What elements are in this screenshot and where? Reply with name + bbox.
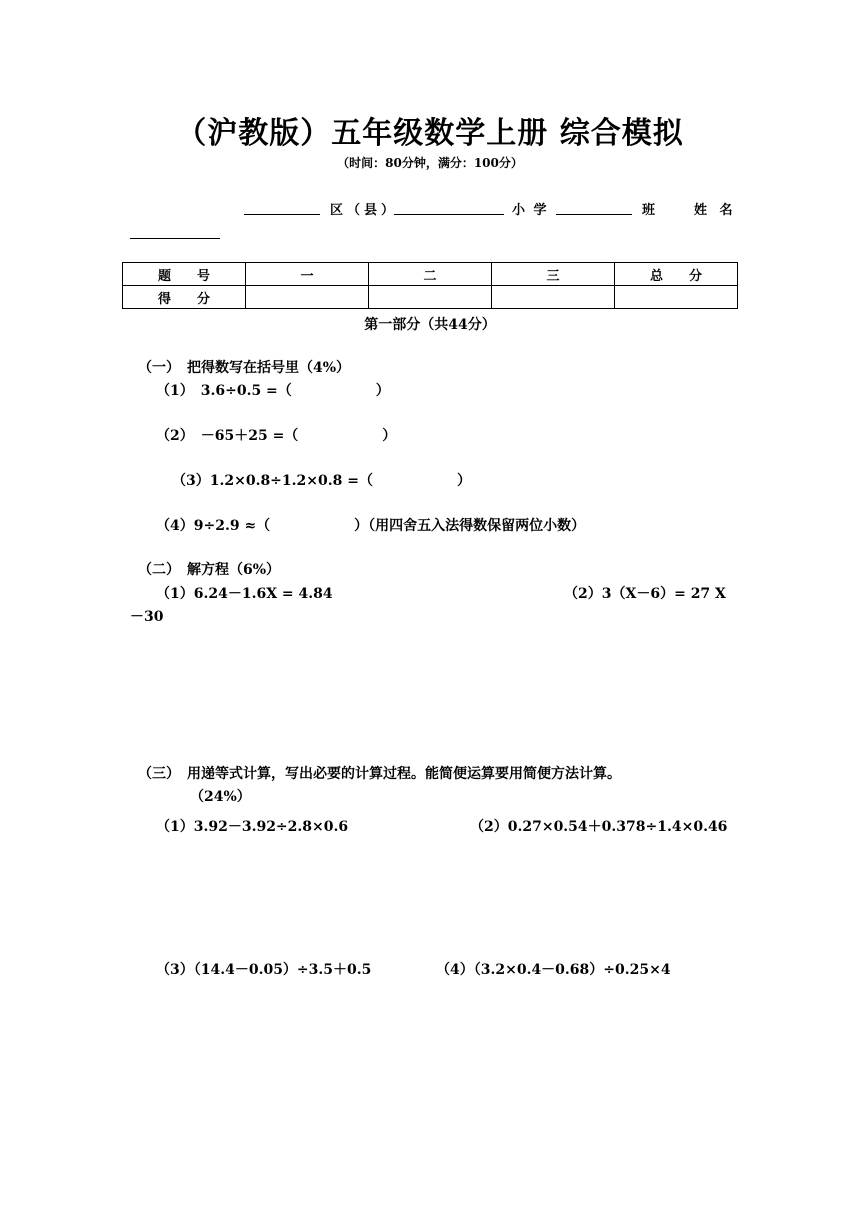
question-item: （4）9÷2.9 ≈（ ）（用四舍五入法得数保留两位小数） bbox=[156, 518, 586, 534]
row-label-score: 得 分 bbox=[123, 286, 246, 309]
column-header: 一 bbox=[246, 263, 369, 286]
school-blank[interactable] bbox=[394, 200, 504, 215]
column-header: 二 bbox=[369, 263, 492, 286]
name-label: 姓 名 bbox=[694, 203, 737, 218]
section-heading: （三） 用递等式计算，写出必要的计算过程。能简便运算要用简便方法计算。 bbox=[138, 766, 621, 782]
question-item: （2） －65＋25 =（ ） bbox=[156, 428, 397, 444]
score-cell[interactable] bbox=[492, 286, 615, 309]
exam-subtitle: （时间：80分钟，满分：100分） bbox=[337, 156, 523, 170]
question-item-continuation: －30 bbox=[130, 609, 164, 625]
question-item: （2）0.27×0.54＋0.378÷1.4×0.46 bbox=[470, 819, 728, 835]
name-blank[interactable] bbox=[130, 224, 220, 239]
district-blank[interactable] bbox=[244, 200, 320, 215]
column-header: 三 bbox=[492, 263, 615, 286]
question-item: （1）6.24－1.6X = 4.84 bbox=[156, 586, 333, 602]
page-title: （沪教版）五年级数学上册 综合模拟 bbox=[176, 116, 684, 151]
question-item: （2）3（X－6）= 27 X bbox=[564, 586, 726, 602]
question-item: （4）（3.2×0.4－0.68）÷0.25×4 bbox=[436, 962, 671, 978]
section-heading: （二） 解方程（6%） bbox=[138, 562, 281, 578]
score-cell[interactable] bbox=[615, 286, 738, 309]
table-row bbox=[123, 286, 738, 309]
question-item: （1） 3.6÷0.5 =（ ） bbox=[156, 383, 390, 399]
question-item: （1）3.92－3.92÷2.8×0.6 bbox=[156, 819, 349, 835]
score-cell[interactable] bbox=[246, 286, 369, 309]
table-row bbox=[123, 263, 738, 286]
question-item: （3）（14.4－0.05）÷3.5＋0.5 bbox=[156, 962, 372, 978]
question-item: （3）1.2×0.8÷1.2×0.8 =（ ） bbox=[172, 473, 471, 489]
class-label: 班 bbox=[642, 203, 656, 218]
class-blank[interactable] bbox=[556, 200, 632, 215]
district-label: 区（县） bbox=[330, 203, 399, 218]
part-title: 第一部分（共44分） bbox=[364, 317, 496, 333]
column-header: 总 分 bbox=[615, 263, 738, 286]
score-cell[interactable] bbox=[369, 286, 492, 309]
row-label-question: 题 号 bbox=[123, 263, 246, 286]
school-label: 小 学 bbox=[512, 203, 549, 218]
score-table bbox=[122, 262, 738, 309]
section-heading-continuation: （24%） bbox=[190, 789, 251, 805]
section-heading: （一） 把得数写在括号里（4%） bbox=[138, 360, 351, 376]
